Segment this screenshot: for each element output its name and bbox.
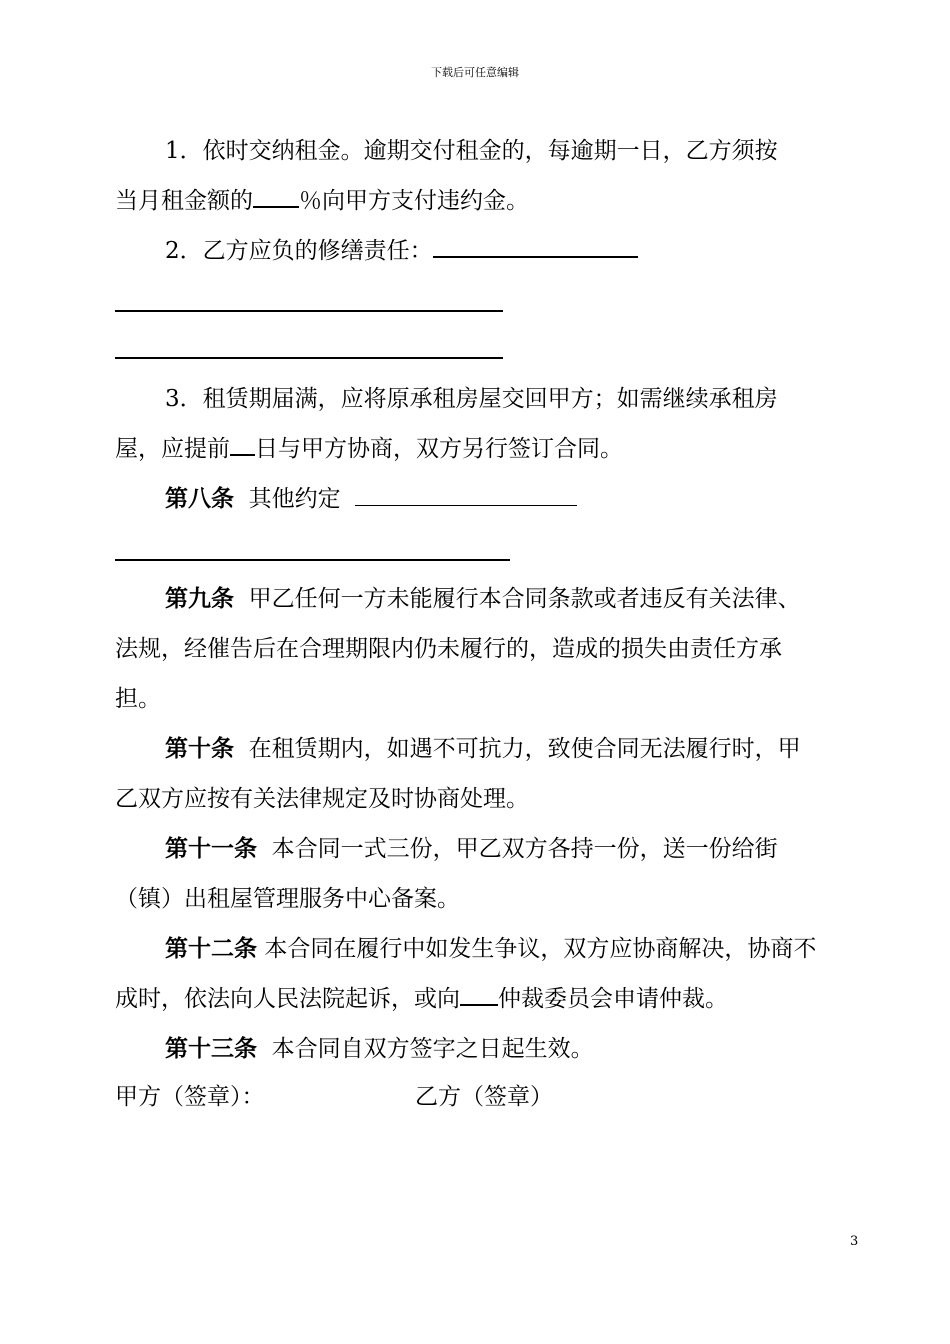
article-12-line-1 <box>165 934 816 964</box>
article-13-line <box>165 1034 594 1064</box>
article-11-line-1 <box>165 834 778 864</box>
clause-3-text-pre: 屋，应提前 <box>115 436 230 462</box>
article-10-text-1: 在租赁期内，如遇不可抗力，致使合同无法履行时，甲 <box>248 736 801 762</box>
article-10-title: 第十条 <box>165 735 234 762</box>
article-11-line-2: （镇）出租屋管理服务中心备案。 <box>115 886 460 912</box>
article-12-line-2 <box>115 984 728 1014</box>
article-9-line-3: 担。 <box>115 686 161 712</box>
repair-duty-blank-line-2 <box>115 310 503 312</box>
clause-3-line-2 <box>115 434 623 464</box>
article-11-text-1: 本合同一式三份，甲乙双方各持一份，送一份给街 <box>271 836 778 862</box>
arbitration-body-blank <box>460 984 498 1006</box>
article-8-line <box>165 484 577 514</box>
article-12-title: 第十二条 <box>165 935 257 962</box>
party-a-signature: 甲方（签章）： <box>115 1084 265 1110</box>
article-9-text-1: 甲乙任何一方未能履行本合同条款或者违反有关法律、 <box>248 586 801 612</box>
article-9-line-2: 法规，经催告后在合理期限内仍未履行的，造成的损失由责任方承 <box>115 636 782 662</box>
page-header: 下载后可任意编辑 <box>431 66 519 79</box>
clause-3-text-post: 日与甲方协商，双方另行签订合同。 <box>255 436 623 462</box>
page-number: 3 <box>850 1234 859 1249</box>
party-b-signature: 乙方（签章） <box>415 1084 553 1110</box>
clause-3-line-1: 3．租赁期届满，应将原承租房屋交回甲方；如需继续承租房 <box>165 386 778 412</box>
clause-1-text-post: ％向甲方支付违约金。 <box>299 188 529 214</box>
clause-1-line-1: 1．依时交纳租金。逾期交付租金的，每逾期一日，乙方须按 <box>165 138 778 164</box>
repair-duty-blank <box>433 236 638 258</box>
other-terms-blank <box>355 485 577 506</box>
clause-2-text: 2．乙方应负的修缮责任： <box>165 238 433 264</box>
clause-1-text-pre: 当月租金额的 <box>115 188 253 214</box>
article-13-text: 本合同自双方签字之日起生效。 <box>271 1036 594 1062</box>
article-12-text-pre: 成时，依法向人民法院起诉，或向 <box>115 986 460 1012</box>
notice-days-blank <box>230 434 255 456</box>
article-8-title: 第八条 <box>165 485 234 512</box>
article-11-title: 第十一条 <box>165 835 257 862</box>
penalty-percent-blank <box>253 186 299 208</box>
article-13-title: 第十三条 <box>165 1035 257 1062</box>
article-9-line-1 <box>165 584 801 614</box>
article-12-text-post: 仲裁委员会申请仲裁。 <box>498 986 728 1012</box>
article-9-title: 第九条 <box>165 585 234 612</box>
repair-duty-blank-line-3 <box>115 357 503 359</box>
clause-2-line <box>165 236 638 266</box>
other-terms-blank-line-2 <box>115 559 510 561</box>
clause-1-line-2 <box>115 186 529 216</box>
article-10-line-1 <box>165 734 801 764</box>
article-8-text: 其他约定 <box>248 486 341 512</box>
article-12-text-1: 本合同在履行中如发生争议，双方应协商解决，协商不 <box>264 936 817 962</box>
article-10-line-2: 乙双方应按有关法律规定及时协商处理。 <box>115 786 529 812</box>
